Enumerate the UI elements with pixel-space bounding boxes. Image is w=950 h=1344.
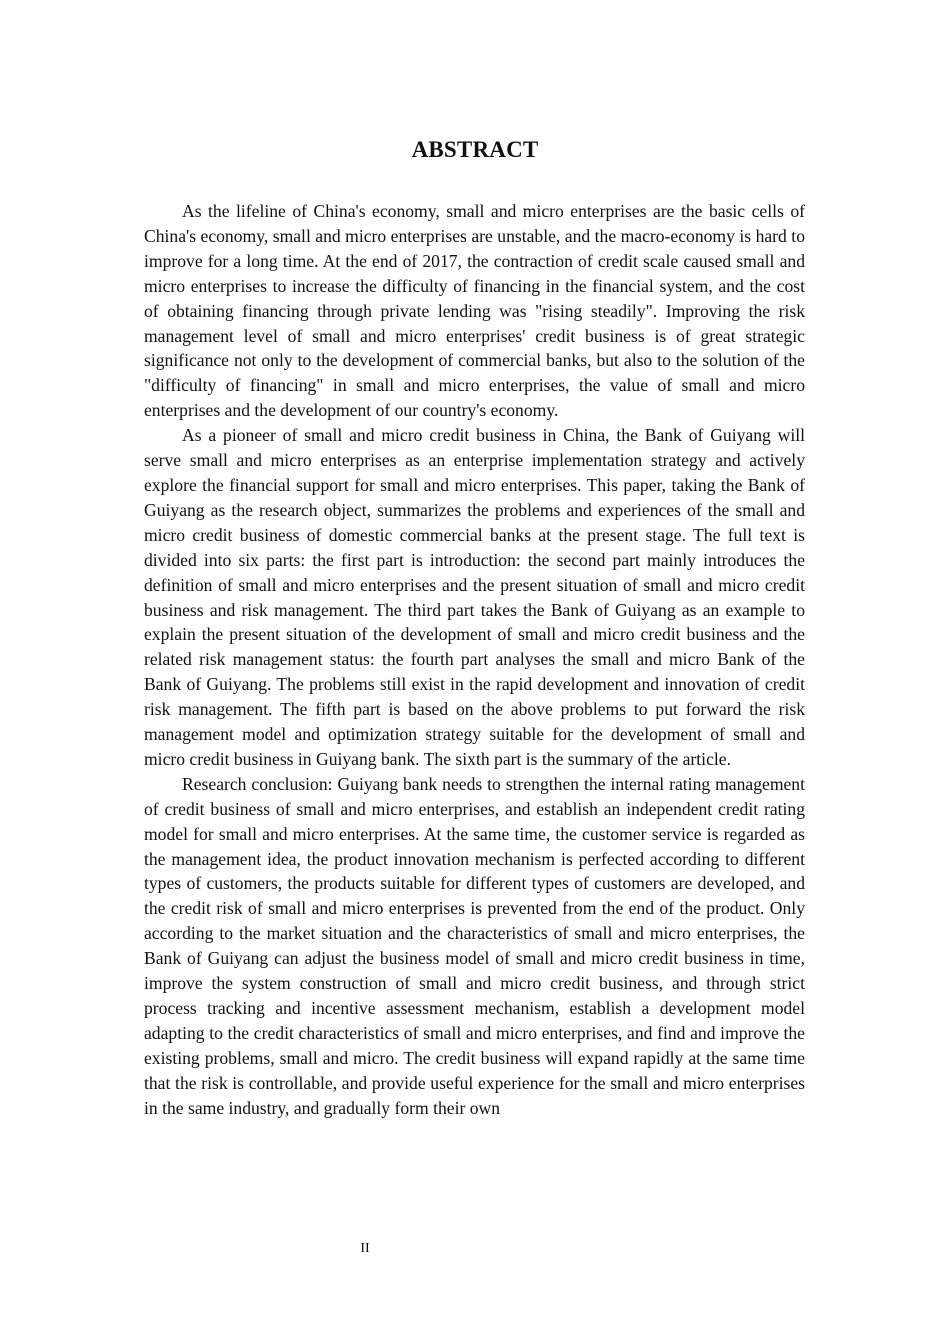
abstract-title: ABSTRACT [411,137,539,162]
abstract-paragraph-1: As the lifeline of China's economy, small and micro enterprises are the basic cells of China's economy, small and micro enterprises are unstable, and the macro-economy is hard to improve for a long time. At the end of 2017, the contraction of credit scale caused small and micro enterprises to increase the difficulty of financing in the financial system, and the cost of obtaining financing through private lending was "rising steadily". Improving the risk management level of small and micro enterprises' credit business is of great strategic significance not only to the development of commercial banks, but also to the solution of the "difficulty of financing" in small and micro enterprises, the value of small and micro enterprises and the development of our country's economy. [144,201,805,421]
abstract-paragraph-2: As a pioneer of small and micro credit business in China, the Bank of Guiyang will serve small and micro enterprises as an enterprise implementation strategy and actively explore the financial support for small and micro enterprises. This paper, taking the Bank of Guiyang as the research object, summarizes the problems and experiences of the small and micro credit business of domestic commercial banks at the present stage. The full text is divided into six parts: the first part is introduction: the second part mainly introduces the definition of small and micro enterprises and the present situation of small and micro credit business and risk management. The third part takes the Bank of Guiyang as an example to explain the present situation of the development of small and micro credit business and the related risk management status: the fourth part analyses the small and micro Bank of the Bank of Guiyang. The problems still exist in the rapid development and innovation of credit risk management. The fifth part is based on the above problems to put forward the risk management model and optimization strategy suitable for the development of small and micro credit business in Guiyang bank. The sixth part is the summary of the article. [144,425,805,769]
abstract-paragraph-3: Research conclusion: Guiyang bank needs to strengthen the internal rating management of credit business of small and micro enterprises, and establish an independent credit rating model for small and micro enterprises. At the same time, the customer service is regarded as the management idea, the product innovation mechanism is perfected according to different types of customers, the products suitable for different types of customers are developed, and the credit risk of small and micro enterprises is prevented from the end of the product. Only according to the market situation and the characteristics of small and micro enterprises, the Bank of Guiyang can adjust the business model of small and micro credit business in time, improve the system construction of small and micro credit business, and through strict process tracking and incentive assessment mechanism, establish a development model adapting to the credit characteristics of small and micro enterprises, and find and improve the existing problems, small and micro. The credit business will expand rapidly at the same time that the risk is controllable, and provide useful experience for the small and micro enterprises in the same industry, and gradually form their own [144,773,805,1118]
page-number: II [360,1241,370,1256]
abstract-body [144,199,805,1221]
